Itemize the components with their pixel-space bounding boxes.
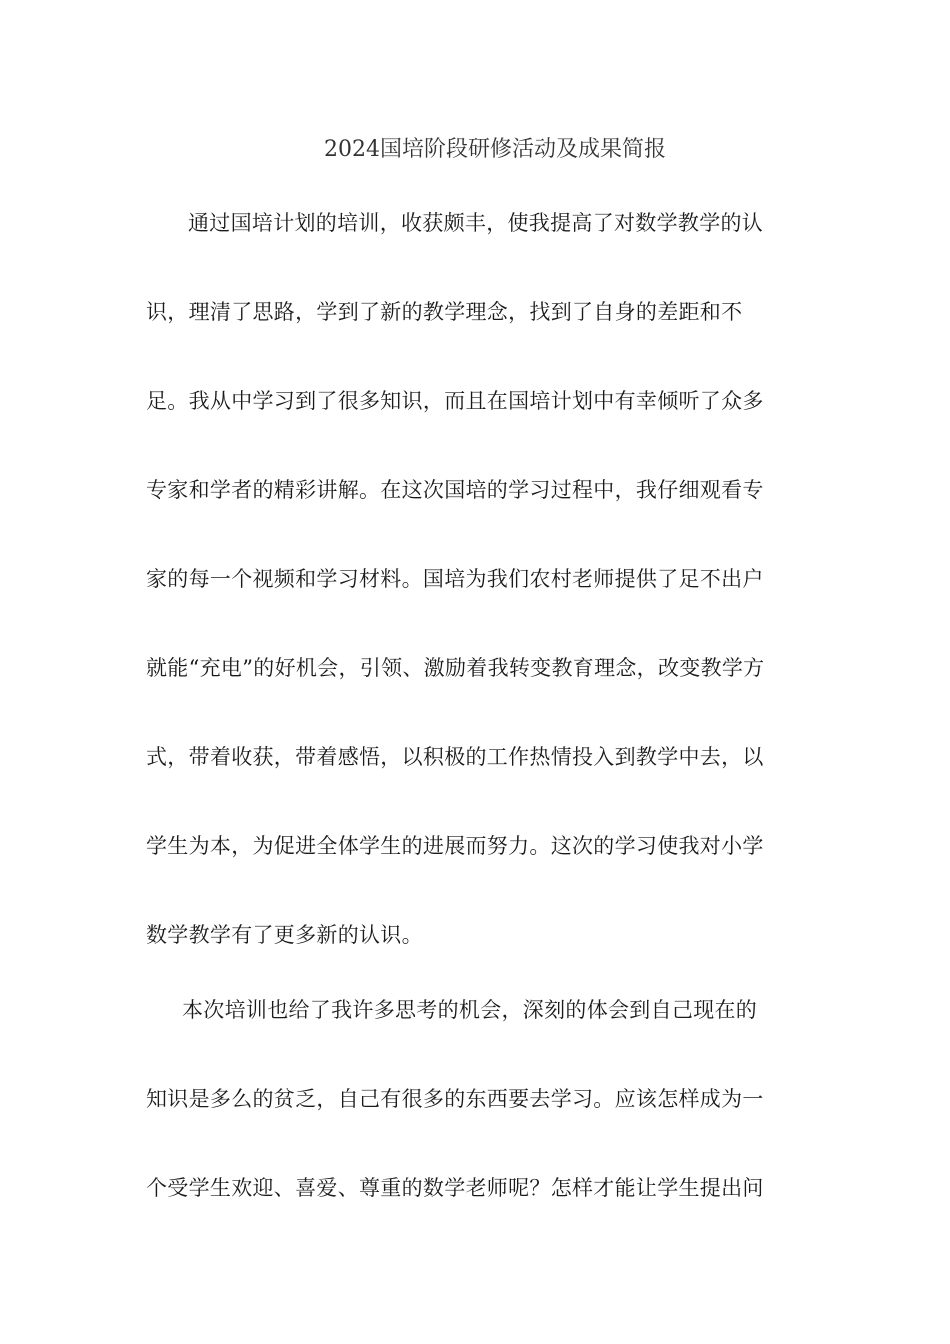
paragraph-1-line-1: 通过国培计划的培训，收获颇丰，使我提高了对数学教学的认 — [188, 211, 764, 235]
paragraph-1-line-8: 学生为本，为促进全体学生的进展而努力。这次的学习使我对小学 — [146, 834, 764, 858]
paragraph-1-line-9: 数学教学有了更多新的认识。 — [146, 923, 423, 947]
paragraph-2-line-2: 知识是多么的贫乏，自己有很多的东西要去学习。应该怎样成为一 — [146, 1087, 764, 1111]
document-title: 2024国培阶段研修活动及成果简报 — [324, 137, 666, 162]
paragraph-2-line-1: 本次培训也给了我许多思考的机会，深刻的体会到自己现在的 — [182, 998, 758, 1022]
paragraph-2-line-3: 个受学生欢迎、喜爱、尊重的数学老师呢？怎样才能让学生提出问 — [146, 1176, 764, 1200]
paragraph-1-line-7: 式，带着收获，带着感悟，以积极的工作热情投入到教学中去，以 — [146, 745, 764, 769]
paragraph-1-line-5: 家的每一个视频和学习材料。国培为我们农村老师提供了足不出户 — [146, 567, 764, 591]
paragraph-1-line-4: 专家和学者的精彩讲解。在这次国培的学习过程中，我仔细观看专 — [146, 478, 764, 502]
paragraph-1-line-3: 足。我从中学习到了很多知识，而且在国培计划中有幸倾听了众多 — [146, 389, 764, 413]
paragraph-1-line-2: 识，理清了思路，学到了新的教学理念，找到了自身的差距和不 — [146, 300, 743, 324]
paragraph-1-line-6: 就能“充电”的好机会，引领、激励着我转变教育理念，改变教学方 — [146, 656, 765, 680]
